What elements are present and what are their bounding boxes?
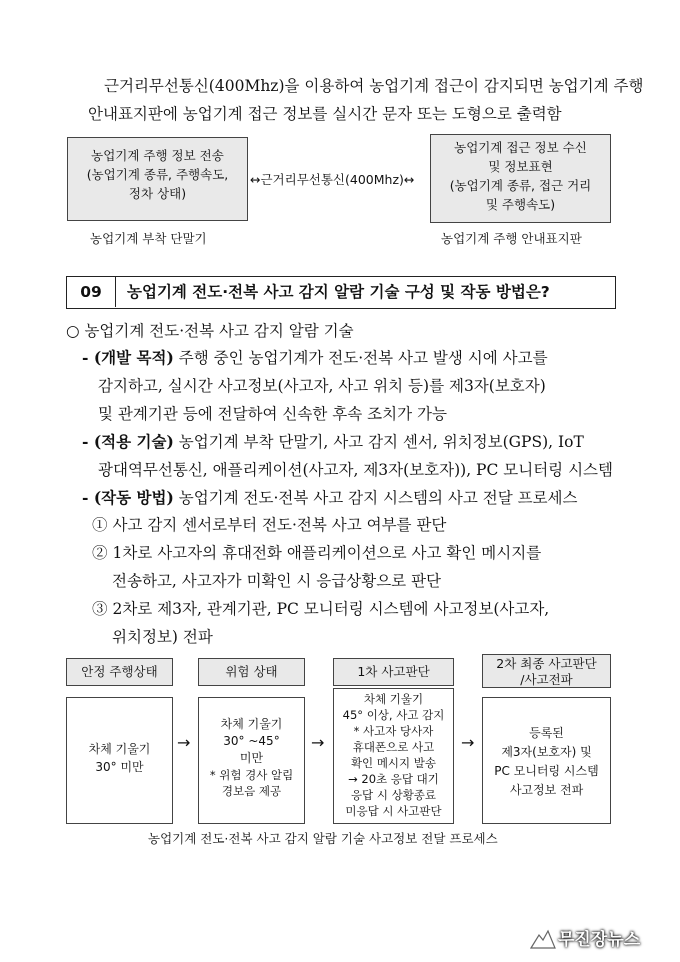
flow-arrow-icon: → (311, 733, 325, 752)
step-number: ① (92, 516, 108, 534)
watermark-text: 무진장뉴스 (558, 930, 641, 950)
step-number: ③ (92, 600, 108, 618)
flow-body-line: 응답 시 상황종료 (350, 788, 437, 802)
flow-body-line: 확인 메시지 발송 (350, 756, 437, 770)
intro-line-1: 근거리무선통신(400Mhz)을 이용하여 농업기계 접근이 감지되면 농업기계 주행 (104, 77, 644, 95)
wireless-link-label: ↔근거리무선통신(400Mhz)↔ (250, 172, 415, 187)
flow-header-first-judgment: 1차 사고판단 (333, 658, 454, 686)
step-2 (92, 543, 541, 563)
flow-body-line: 차체 기울기 (88, 742, 151, 756)
step-text: 1차로 사고자의 휴대전화 애플리케이션으로 사고 확인 메시지를 (112, 544, 542, 562)
flow-body-line: 사고정보 전파 (509, 783, 584, 797)
method-label: - (작동 방법) (82, 488, 174, 507)
flow-body-line: * 위험 경사 알림 (209, 768, 294, 782)
purpose-label: - (개발 목적) (82, 348, 174, 367)
main-bullet: ○ 농업기계 전도·전복 사고 감지 알람 기술 (66, 322, 354, 340)
tech-label: - (적용 기술) (82, 432, 174, 451)
flow-body-line: 미응답 시 사고판단 (345, 804, 442, 818)
flow-body-line: 차체 기울기 (363, 692, 424, 706)
purpose-line-2: 감지하고, 실시간 사고정보(사고자, 사고 위치 등)를 제3자(보호자) (98, 377, 546, 395)
flow-body-first-judgment (333, 688, 454, 824)
flow-arrow-icon: → (177, 733, 191, 752)
flow-caption: 농업기계 전도·전복 사고 감지 알람 기술 사고정보 전달 프로세스 (148, 831, 498, 846)
flow-body-line: 30° 미만 (95, 760, 144, 774)
terminal-box-line: 정차 상태) (128, 186, 187, 201)
signboard-box-line: 및 주행속도) (485, 197, 556, 212)
signboard-box-line: 농업기계 접근 정보 수신 (454, 140, 587, 155)
flow-header-second-judgment: 2차 최종 사고판단 /사고전파 (482, 654, 611, 688)
signboard-box (430, 134, 611, 223)
flow-body-line: 제3자(보호자) 및 (501, 745, 592, 759)
tech-line-2: 광대역무선통신, 애플리케이션(사고자, 제3자(보호자)), PC 모니터링 시스템 (98, 461, 614, 479)
flow-body-line: 45° 이상, 사고 감지 (342, 708, 445, 722)
method-text: 농업기계 전도·전복 사고 감지 시스템의 사고 전달 프로세스 (173, 489, 578, 507)
method-line-1 (82, 488, 578, 508)
step-text: 사고 감지 센서로부터 전도·전복 사고 여부를 판단 (112, 516, 447, 534)
flow-body-line: 휴대폰으로 사고 (352, 740, 435, 754)
tech-line-1 (82, 432, 584, 452)
flow-body-line: 경보음 제공 (221, 784, 282, 798)
step-1 (92, 515, 446, 535)
purpose-line-3: 및 관계기관 등에 전달하여 신속한 후속 조치가 가능 (98, 405, 447, 423)
flow-body-line: 30° ~45° (223, 734, 280, 748)
flow-body-danger (198, 697, 305, 824)
step-2-cont: 전송하고, 사고자가 미확인 시 응급상황으로 판단 (112, 572, 442, 590)
purpose-line-1 (82, 348, 548, 368)
terminal-box-line: 농업기계 주행 정보 전송 (91, 148, 224, 163)
flow-body-second-judgment (482, 697, 611, 824)
signboard-box-line: 및 정보표현 (488, 159, 553, 174)
step-3-cont: 위치정보) 전파 (112, 628, 213, 646)
watermark (530, 925, 670, 951)
flow-body-stable (66, 697, 173, 824)
mountain-logo-icon (530, 926, 556, 950)
flow-arrow-icon: → (461, 733, 475, 752)
terminal-caption: 농업기계 부착 단말기 (90, 231, 207, 246)
intro-line-2: 안내표지판에 농업기계 접근 정보를 실시간 문자 또는 도형으로 출력함 (88, 105, 562, 123)
step-3 (92, 599, 549, 619)
section-number: 09 (67, 277, 116, 307)
step-number: ② (92, 544, 108, 562)
flow-body-line: PC 모니터링 시스템 (494, 764, 599, 778)
signboard-box-line: (농업기계 종류, 접근 거리 (449, 178, 592, 193)
flow-body-line: 미만 (239, 751, 264, 765)
step-text: 2차로 제3자, 관계기관, PC 모니터링 시스템에 사고정보(사고자, (112, 600, 550, 618)
terminal-box-line: (농업기계 종류, 주행속도, (86, 167, 229, 182)
purpose-text: 주행 중인 농업기계가 전도·전복 사고 발생 시에 사고를 (173, 349, 548, 367)
flow-header-stable: 안정 주행상태 (66, 658, 173, 686)
flow-header-danger: 위험 상태 (198, 658, 305, 686)
terminal-box (67, 137, 248, 221)
flow-body-line: 등록된 (529, 726, 564, 740)
flow-body-line: * 사고자 당사자 (353, 724, 434, 738)
flow-body-line: → 20초 응답 대기 (348, 772, 439, 786)
tech-text: 농업기계 부착 단말기, 사고 감지 센서, 위치정보(GPS), IoT (173, 433, 584, 451)
section-header (66, 276, 616, 309)
flow-body-line: 차체 기울기 (220, 717, 283, 731)
section-title: 농업기계 전도·전복 사고 감지 알람 기술 구성 및 작동 방법은? (127, 283, 550, 301)
signboard-caption: 농업기계 주행 안내표지판 (441, 231, 582, 246)
